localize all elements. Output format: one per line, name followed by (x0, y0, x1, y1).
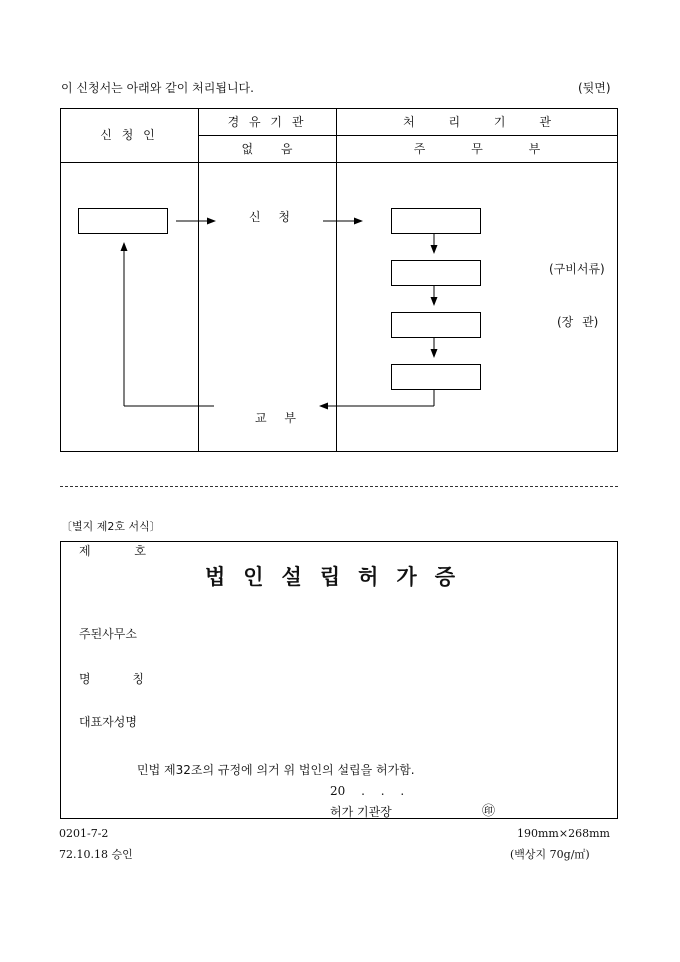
header-intro: 이 신청서는 아래와 같이 처리됩니다. (61, 81, 254, 95)
approval-date: 72.10.18 승인 (59, 848, 133, 861)
applicant-header: 신 청 인 (100, 128, 158, 142)
via-agency-none: 없 음 (241, 142, 293, 156)
department-header: 주 무 부 (413, 142, 541, 156)
certificate-number-label: 제 호 (79, 544, 146, 558)
certificate-title: 법인설립허가증 (204, 564, 473, 589)
processing-agency-header: 처 리 기 관 (403, 115, 551, 129)
step-apply-label: 신 청 (249, 210, 290, 224)
via-agency-header: 경 유 기 관 (227, 115, 307, 129)
note-chief: (장 관) (557, 315, 599, 329)
office-label: 주된사무소 (79, 627, 137, 641)
step-issue-label: 교 부 (255, 411, 296, 425)
date-line: 20 . . . (330, 784, 405, 798)
paper-type: (백상지 70g/㎡) (510, 848, 590, 861)
cut-line (60, 486, 618, 487)
authority-label: 허가 기관장 (330, 805, 392, 819)
name-label: 명 칭 (79, 672, 144, 686)
page-side-label: (뒷면) (578, 81, 611, 95)
permit-statement: 민법 제32조의 규정에 의거 위 법인의 설립을 허가함. (137, 763, 415, 777)
representative-label: 대표자성명 (79, 715, 137, 729)
note-documents: (구비서류) (549, 262, 605, 276)
seal-mark: ㊞ (482, 804, 496, 819)
paper-size: 190mm×268mm (517, 827, 610, 840)
form-code: 0201-7-2 (59, 827, 109, 840)
form-number-label: 〔별지 제2호 서식〕 (61, 520, 161, 533)
